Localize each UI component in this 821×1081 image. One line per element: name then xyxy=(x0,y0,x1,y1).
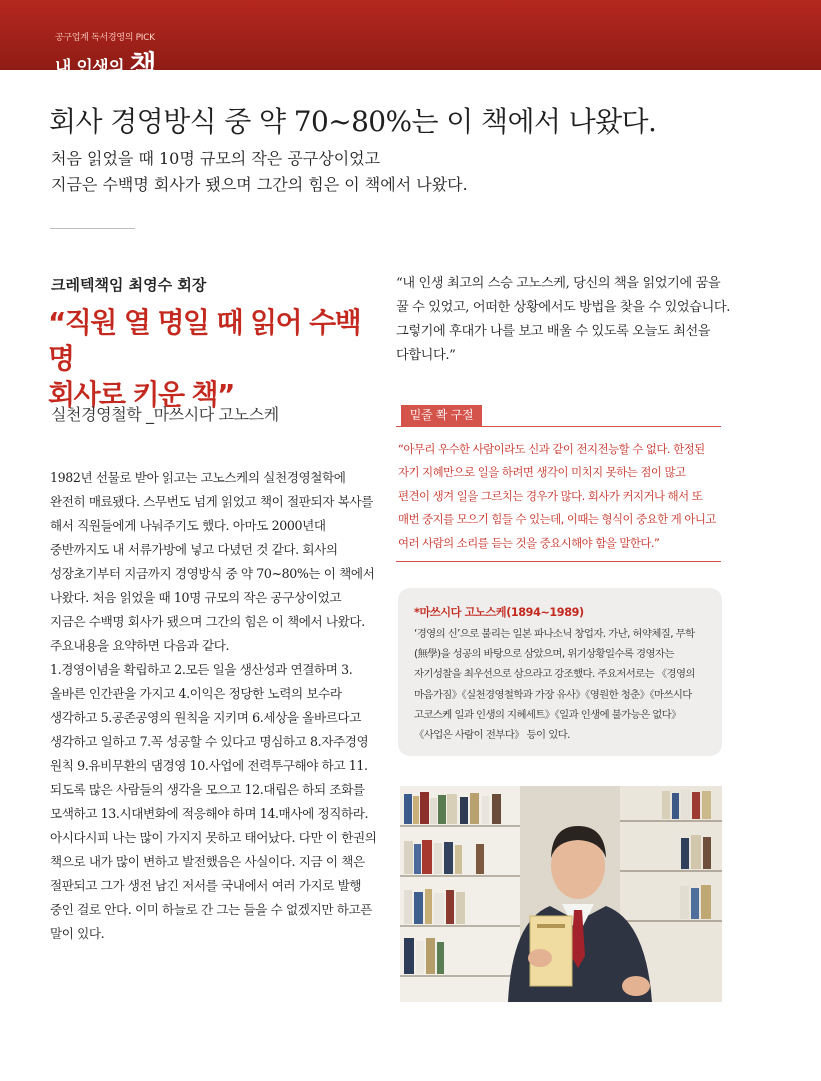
page-subhead: 처음 읽었을 때 10명 규모의 작은 공구상이었고 지금은 수백명 회사가 됐으며 그간의 힘은 이 책에서 나왔다. xyxy=(51,149,468,194)
logo-subtitle: 공구업계 독서경영의 PICK xyxy=(55,33,155,43)
logo-title xyxy=(55,44,156,84)
quote-title: “직원 열 명일 때 읽어 수백 명 회사로 키운 책” xyxy=(48,306,361,411)
article-body xyxy=(50,466,380,946)
body-paragraph: 1982년 선물로 받아 읽고는 고노스케의 실천경영철학에 완전히 매료됐다. 스무번도 넘게 읽었고 책이 절판되자 복사를 해서 직원들에게 나눠주기도 했다. 아마도 2000년대 중반까지도 내 서류가방에 넣고 다녔던 것 같다. 회사의 성장초기부터 지금까지 경영방식 중 약 70~80%는 이 책에서 나왔다. 처음 읽었을 때 10명 규모의 작은 공구상이었고 지금은 수백명 회사가 됐으며 그간의 힘은 이 책에서 나왔다. 주요내용을 요약하면 다음과 같다. xyxy=(50,470,375,653)
pull-quote: “내 인생 최고의 스승 고노스케, 당신의 책을 읽었기에 꿈을 꿀 수 있었고, 어떠한 상황에서도 방법을 찾을 수 있었습니다. 그렇기에 후대가 나를 보고 배울 수 있도록 오늘도 최선을 다합니다.” xyxy=(396,276,731,363)
body-paragraph: 1.경영이념을 확립하고 2.모든 일을 생산성과 연결하며 3.올바른 인간관을 가지고 4.이익은 정당한 노력의 보수라 생각하고 5.공존공영의 원칙을 지키며 6.세상을 올바르다고 생각하고 일하고 7.꼭 성공할 수 있다고 명심하고 8.자주경영 원칙 9.유비무환의 댐경영 10.사업에 전력투구해야 하고 11.되도록 많은 사람들의 생각을 모으고 12.대립은 하되 조화를 모색하고 13.시대변화에 적응해야 하며 14.매사에 정직하라. xyxy=(50,662,369,821)
section-logo xyxy=(55,30,156,84)
author-name: *마쓰시다 고노스케(1894~1989) xyxy=(414,606,584,619)
header-bar xyxy=(0,0,821,82)
excerpt-tag: 밑줄 쫙 구절 xyxy=(401,405,482,426)
book-title: 실천경영철학 _마쓰시다 고노스케 xyxy=(51,405,279,424)
excerpt-bottom-rule xyxy=(396,561,721,562)
excerpt-text: “아무리 우수한 사람이라도 신과 같이 전지전능할 수 없다. 한정된 자기 지혜만으로 일을 하려면 생각이 미치지 못하는 점이 많고 편견이 생겨 일을 그르치는 경우가 많다. 회사가 커지거나 해서 또 매번 중지를 모으기 힘들 수 있는데, 이때는 형식이 중요한 게 아니고 여러 사람의 소리를 듣는 것을 중요시해야 함을 말한다.” xyxy=(398,442,716,550)
page-headline: 회사 경영방식 중 약 70~80%는 이 책에서 나왔다. xyxy=(49,105,657,138)
body-paragraph: 아시다시피 나는 많이 가지지 못하고 태어났다. 다만 이 한권의 책으로 내가 많이 변하고 발전했음은 사실이다. 지금 이 책은 절판되고 그가 생전 남긴 저서를 국내에서 여러 가지로 발행 중인 걸로 안다. 이미 하늘로 간 그는 들을 수 없겠지만 하고픈 말이 있다. xyxy=(50,830,377,941)
divider xyxy=(50,228,135,229)
author-info-box xyxy=(398,588,722,756)
logo-title-emph: 책 xyxy=(129,49,157,82)
interviewee-photo xyxy=(400,786,722,1002)
excerpt-top-rule xyxy=(396,426,721,427)
author-description: ‘경영의 신’으로 불리는 일본 파나소닉 창업자. 가난, 허약체질, 무학(無學)을 성공의 바탕으로 삼았으며, 위기상황일수록 경영자는 자기성찰을 최우선으로 삼으라고 강조했다. 주요저서로는 《경영의 마음가짐》《실천경영철학과 가장 유사》《영원한 청춘》《마쓰시다 고코스케 일과 인생의 지혜세트》《일과 인생에 불가능은 없다》《사업은 사람이 전부다》 등이 있다. xyxy=(414,628,695,742)
interviewee-name: 크레텍책임 최영수 회장 xyxy=(51,276,207,294)
logo-title-prefix: 내 인생의 xyxy=(55,58,130,78)
